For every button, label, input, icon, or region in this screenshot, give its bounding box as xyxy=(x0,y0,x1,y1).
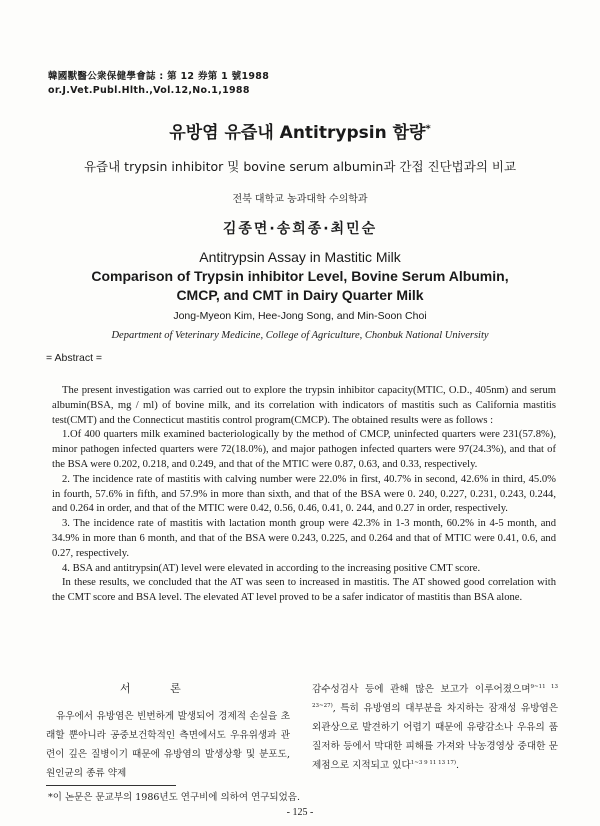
abstract-conclusion: In these results, we concluded that the AT was seen to increased in mastitis. The AT showed good correlation with the CMT score and BSA level. The elevated AT level proved to be a safer indicator of mastitis than BSA alone. xyxy=(52,577,556,604)
footnote-divider xyxy=(46,785,176,786)
body-right-text-a: 감수성검사 등에 관해 많은 보고가 이루어졌으며 xyxy=(312,684,531,695)
citation-refs-a: 9~11 13 23~27) xyxy=(312,683,558,709)
body-right-text-b: , 특히 유방염의 대부분을 차지하는 잠재성 유방염은 외관상으로 발견하기 어렵기 때문에 유량감소나 우유의 품질저하 등에서 막대한 피해를 가져와 낙농경영상 중대한 문제점으로 지적되고 있다 xyxy=(312,703,558,771)
journal-line-korean: 韓國獸醫公衆保健學會誌 : 第 12 券第 1 號1988 xyxy=(48,71,270,82)
abstract-label: = Abstract = xyxy=(46,352,103,364)
abstract-result-2: 2. The incidence rate of mastitis with calving number were 22.0% in first, 40.7% in second, 42.6% in third, 45.0% in fourth, 57.6% in fifth, and 57.9% in more than sixth, and that of the BSA were 0. 240, 0.227, 0.231, 0.243, 0.244, and 0.264 in order, and that of the MTIC were 0.42, 0.56, 0.46, 0.41, 0. 244, and 0.27 in order, respectively. xyxy=(52,473,556,515)
abstract-result-1: 1.Of 400 quarters milk examined bacteriologically by the method of CMCP, uninfected quarters were 231(57.8%), minor pathogen infected quarters were 72(18.0%), and major pathogen infected quarters were 97(24.3%), and that of the BSA were 0.202, 0.218, and 0.249, and that of the MTIC were 0.87, 0.63, and 0.33, respectively. xyxy=(52,429,556,470)
page-title xyxy=(0,118,600,143)
section-heading-introduction: 서 론 xyxy=(120,682,199,695)
journal-line-english: or.J.Vet.Publ.Hlth.,Vol.12,No.1,1988 xyxy=(48,85,250,96)
body-column-right xyxy=(312,680,558,775)
department: Department of Veterinary Medicine, College of Agriculture, Chonbuk National University xyxy=(111,330,489,341)
subtitle: 유즙내 trypsin inhibitor 및 bovine serum albumin과 간접 진단법과의 비교 xyxy=(83,159,517,174)
citation-refs-b: 1~3 9 11 13 17) xyxy=(410,759,457,766)
english-title-line-1: Antitrypsin Assay in Mastitic Milk xyxy=(199,249,401,265)
footnote: *이 논문은 문교부의 1986년도 연구비에 의하여 연구되었음. xyxy=(48,792,300,803)
abstract-body xyxy=(52,384,556,606)
authors-english: Jong-Myeon Kim, Hee-Jong Song, and Min-Soon Choi xyxy=(173,310,427,322)
body-right-paragraph xyxy=(312,680,558,775)
abstract-intro: The present investigation was carried out to explore the trypsin inhibitor capacity(MTIC, O.D., 405nm) and serum albumin(BSA, mg / ml) of bovine milk, and its correlation with indicators of mastitis such as California mastitis test(CMT) and the Connecticut mastitis control program(CMCP). The obtained results were as follows : xyxy=(52,385,556,426)
body-right-text-c: . xyxy=(456,760,460,771)
english-title xyxy=(0,248,600,305)
affiliation-korean: 전북 대학교 농과대학 수의학과 xyxy=(232,194,368,205)
abstract-result-3: 3. The incidence rate of mastitis with lactation month group were 42.3% in 1-3 month, 60.2% in 4-5 month, and 34.9% in more than 6 month, and that of the BSA were 0.243, 0.225, and 0.264 and that of MTIC were 0.41, 0.6, and 0.27, respectively. xyxy=(52,518,556,559)
body-left-paragraph: 유우에서 유방염은 빈번하게 발생되어 경제적 손실을 초래할 뿐아니라 공중보건학적인 측면에서도 우유위생과 관련이 깊은 질병이기 때문에 유방염의 발생상황 및 분포도, 원인균의 종류 약제 xyxy=(46,711,290,779)
body-column-left xyxy=(46,707,290,783)
title-text: 유방염 유즙내 Antitrypsin 함량 xyxy=(169,123,426,143)
authors-korean: 김종면·송희종·최민순 xyxy=(222,221,378,237)
page-number: - 125 - xyxy=(286,807,314,818)
abstract-result-4: 4. BSA and antitrypsin(AT) level were elevated in according to the increasing positive CMT score. xyxy=(62,562,481,574)
journal-header xyxy=(48,70,269,98)
title-footnote-mark: * xyxy=(425,123,431,135)
english-title-line-3: CMCP, and CMT in Dairy Quarter Milk xyxy=(176,287,424,303)
english-title-line-2: Comparison of Trypsin inhibitor Level, Bovine Serum Albumin, xyxy=(91,268,509,284)
